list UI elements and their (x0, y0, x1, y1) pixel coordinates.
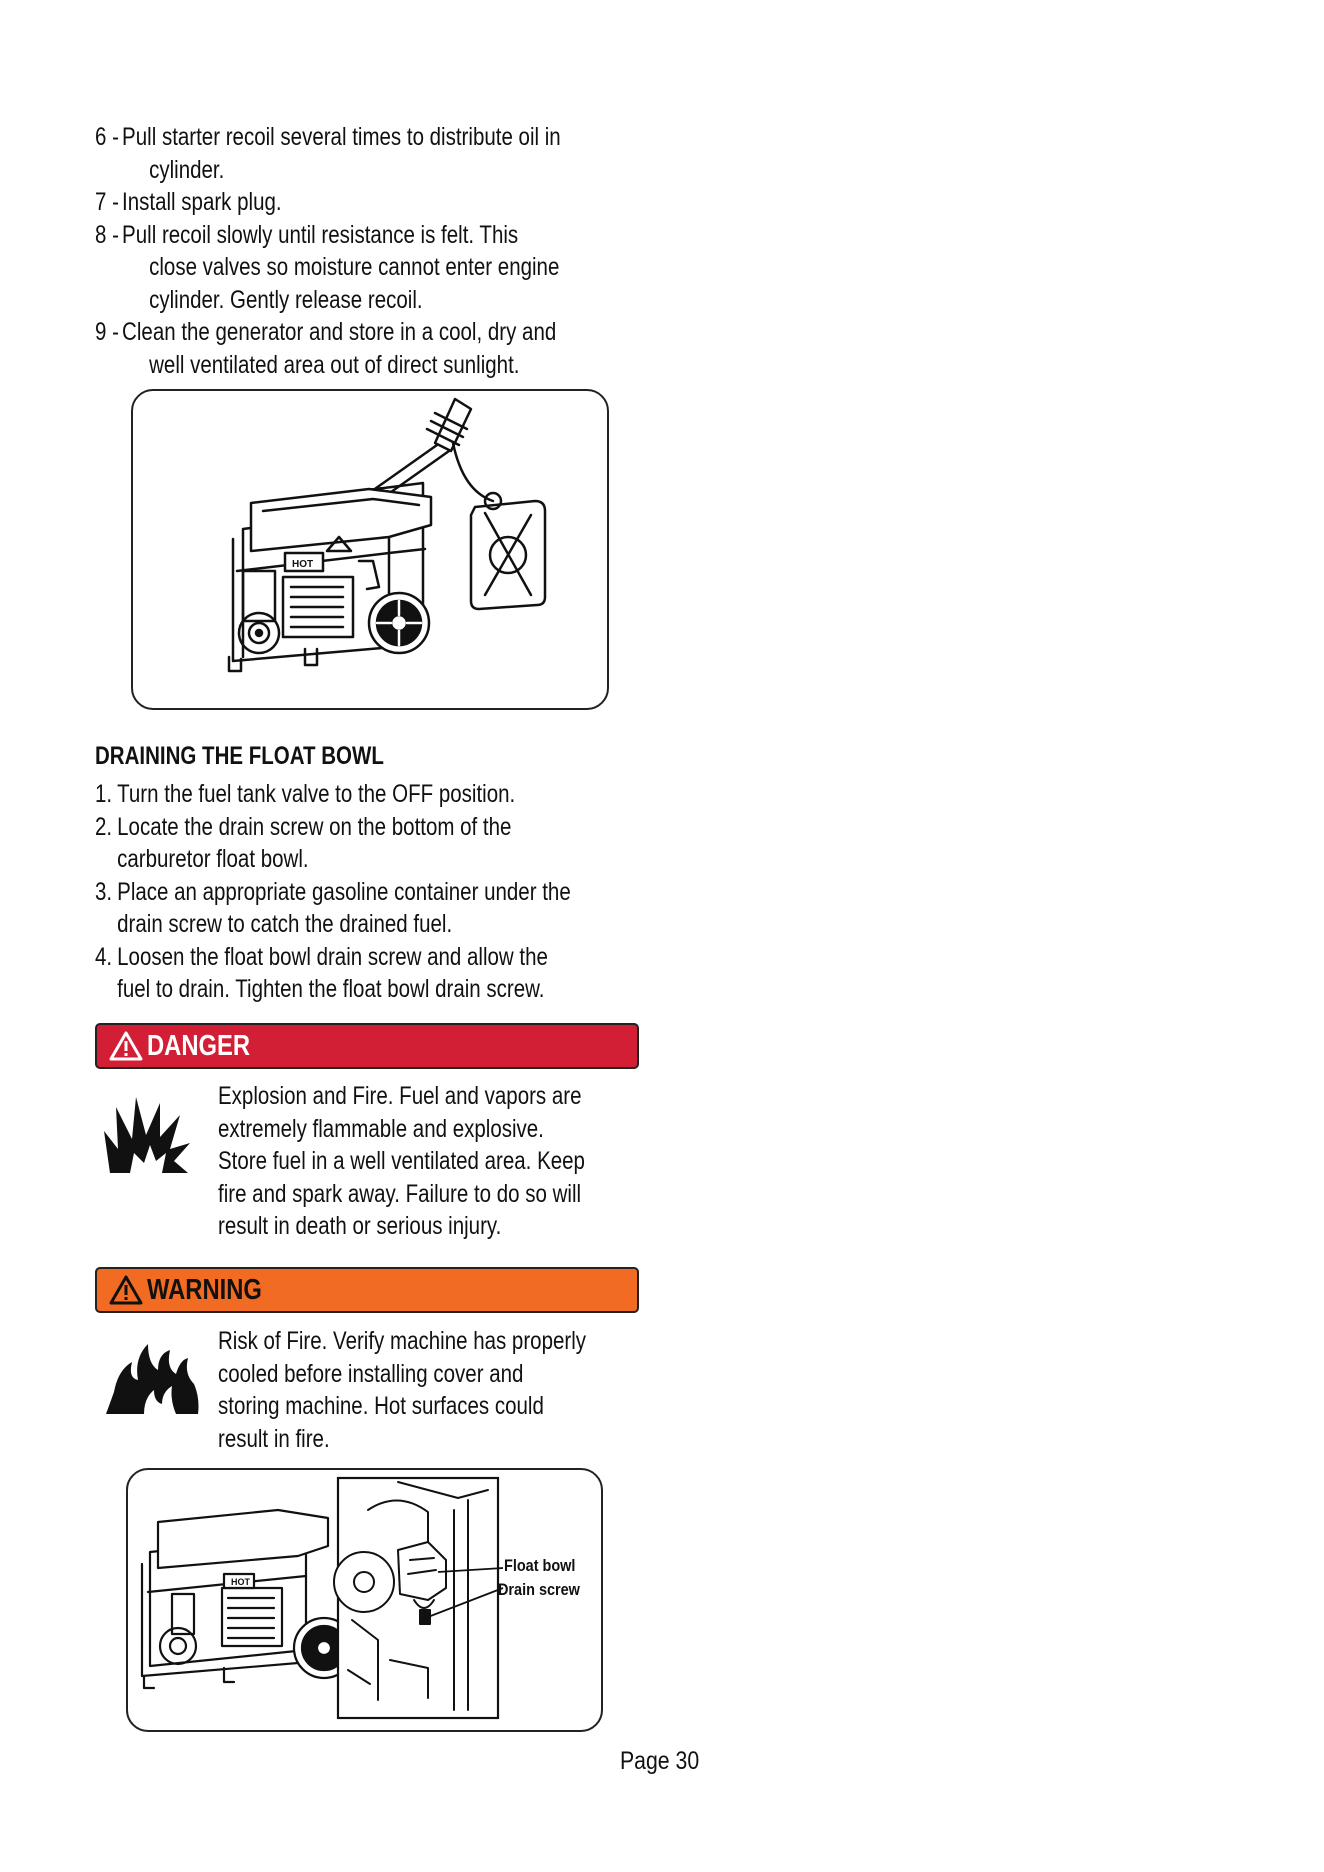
warning-triangle-icon (109, 1274, 143, 1306)
list-item: 8 - Pull recoil slowly until resistance is felt. This close valves so moisture cannot enter engine cylinder. Gently release recoil. (95, 220, 560, 314)
storage-steps (95, 121, 650, 381)
drain-screw-callout: Drain screw (498, 1580, 580, 1599)
generator-drawing (133, 391, 607, 708)
list-item: 1. Turn the fuel tank valve to the OFF position. (95, 780, 516, 808)
list-item: 6 - Pull starter recoil several times to distribute oil in cylinder. (95, 123, 561, 184)
list-item: 9 - Clean the generator and store in a cool, dry and well ventilated area out of direct sunlight. (95, 318, 557, 379)
danger-banner (95, 1023, 639, 1069)
fire-icon (104, 1340, 200, 1414)
explosion-icon (100, 1093, 192, 1175)
warning-label: WARNING (147, 1273, 262, 1306)
danger-label: DANGER (147, 1029, 251, 1062)
list-item: 3. Place an appropriate gasoline container under the drain screw to catch the drained fuel. (95, 877, 571, 938)
danger-message: Explosion and Fire. Fuel and vapors are extremely flammable and explosive. Store fuel in a well ventilated area. Keep fire and spark away. Failure to do so will result in death or serious injury. (218, 1082, 585, 1240)
hot-label: HOT (231, 1577, 250, 1587)
page-number: Page 30 (620, 1747, 700, 1775)
warning-triangle-icon (109, 1030, 143, 1062)
section-heading: DRAINING THE FLOAT BOWL (95, 742, 384, 770)
float-bowl-callout: Float bowl (504, 1556, 576, 1575)
warning-message: Risk of Fire. Verify machine has properly cooled before installing cover and storing machine. Hot surfaces could result in fire. (218, 1327, 587, 1453)
list-item: 7 - Install spark plug. (95, 188, 282, 216)
list-item: 2. Locate the drain screw on the bottom of the carburetor float bowl. (95, 812, 512, 873)
hot-label: HOT (292, 559, 314, 570)
warning-banner (95, 1267, 639, 1313)
carburetor-drawing (128, 1470, 601, 1730)
float-bowl-illustration (126, 1468, 603, 1732)
float-bowl-steps (95, 778, 650, 1006)
list-item: 4. Loosen the float bowl drain screw and allow the fuel to drain. Tighten the float bowl drain screw. (95, 942, 548, 1003)
generator-fuel-illustration (131, 389, 609, 710)
